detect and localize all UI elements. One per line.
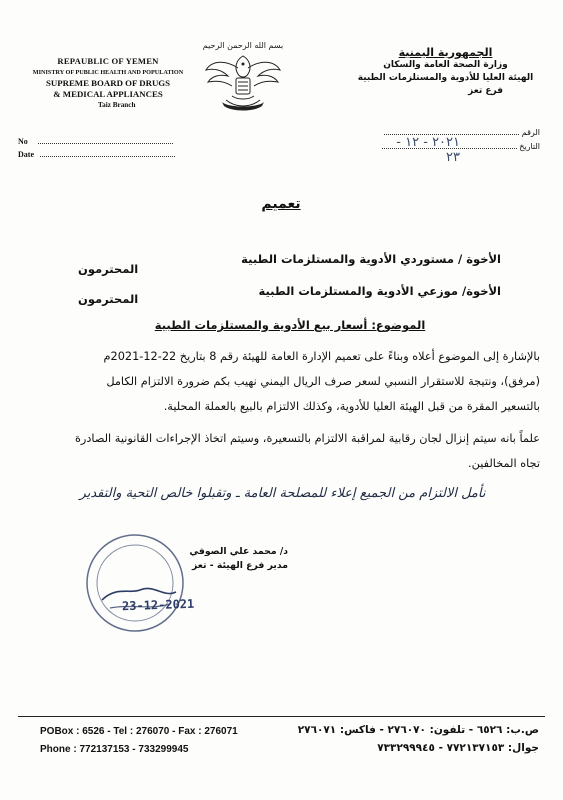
salutation-2: المحترمون <box>78 292 139 306</box>
page-title: تعميم <box>261 196 301 212</box>
addressee-1: الأخوة / مستوردي الأدوية والمستلزمات الطبية <box>241 252 501 266</box>
paragraph-1-line-1: بالإشارة إلى الموضوع أعلاه وبناءً على تعميم الإدارة العامة للهيئة رقم 8 بتاريخ 22-12-2021م <box>103 350 540 363</box>
signatory-name: د/ محمد علي الصوفي <box>189 546 288 557</box>
no-label: No <box>18 137 28 146</box>
header-en-line-1: REPAUBLIC OF YEMEN <box>57 56 159 66</box>
header-en-line-4: & MEDICAL APPLIANCES <box>53 89 163 99</box>
ar-date-field <box>382 135 540 165</box>
ar-no-dotted-line <box>384 126 519 135</box>
footer-en-phone: Phone : 772137153 - 733299945 <box>40 744 189 755</box>
footer-en-pobox: POBox : 6526 - Tel : 276070 - Fax : 276071 <box>40 726 238 737</box>
paragraph-1-line-3: بالتسعير المقرة من قبل الهيئة العليا للأدوية، وكذلك الالتزام بالبيع بالعملة المحلية. <box>163 400 540 413</box>
ar-date-label: التاريخ <box>519 142 540 151</box>
date-label: Date <box>18 150 34 159</box>
header-ar-line-3: الهيئة العليا للأدوية والمستلزمات الطبية <box>357 73 534 83</box>
ar-no-label: الرقم <box>521 128 540 137</box>
ar-date-handwritten: ٢٠٢١ - ١٢ - ٢٣ <box>396 135 460 165</box>
closing-handwritten: نأمل الالتزام من الجميع إعلاء للمصلحة العامة ـ وتقبلوا خالص التحية والتقدير <box>79 486 486 501</box>
subject-line: الموضوع: أسعار بيع الأدوية والمستلزمات الطبية <box>154 318 426 332</box>
stamp-date: 23-12-2021 <box>121 596 195 614</box>
date-dotted-line <box>40 148 175 157</box>
header-ar-line-1: الجمهورية اليمنية <box>398 46 493 59</box>
no-dotted-line <box>38 135 173 144</box>
date-field <box>18 148 175 159</box>
header-ar-line-4: فرع تعز <box>468 86 503 96</box>
addressee-2: الأخوة/ موزعي الأدوية والمستلزمات الطبية <box>258 284 501 298</box>
paragraph-1-line-2: (مرفق)، ونتيجة للاستقرار النسبي لسعر صرف الريال اليمني نهيب بكم ضرورة الالتزام الكامل <box>106 375 540 388</box>
basmala-text: بسم الله الرحمن الرحيم <box>202 41 284 50</box>
signature-block <box>108 545 288 573</box>
paragraph-1 <box>30 344 540 419</box>
footer-ar-pobox: ص.ب: ٦٥٢٦ - تلفون: ٢٧٦٠٧٠ - فاكس: ٢٧٦٠٧١ <box>297 724 539 736</box>
eagle-emblem-icon <box>198 38 288 120</box>
footer-divider <box>18 716 545 717</box>
signatory-title: مدير فرع الهيئة - تعز <box>192 560 288 571</box>
header-ar-line-2: وزارة الصحة العامة والسكان <box>383 60 508 70</box>
header-en-line-5: Taiz Branch <box>98 101 136 109</box>
header-english <box>18 56 198 111</box>
paragraph-2-line-2: تجاه المخالفين. <box>468 457 540 470</box>
header-en-line-3: SUPREME BOARD OF DRUGS <box>45 78 171 88</box>
footer-ar-phone: جوال: ٧٧٢١٣٧١٥٣ - ٧٣٣٢٩٩٩٤٥ <box>377 742 539 754</box>
header-en-line-2: MINISTRY OF PUBLIC HEALTH AND POPULATION <box>32 69 184 76</box>
header-arabic <box>348 46 543 98</box>
paragraph-2-line-1: علماً بانه سيتم إنزال لجان رقابية لمراقبة الالتزام بالتسعيرة، وسيتم اتخاذ الإجراءات القانونية الصادرة <box>74 432 540 445</box>
salutation-1: المحترمون <box>78 262 139 276</box>
paragraph-2 <box>30 426 540 476</box>
yemen-emblem <box>198 38 288 120</box>
no-field <box>18 135 173 146</box>
